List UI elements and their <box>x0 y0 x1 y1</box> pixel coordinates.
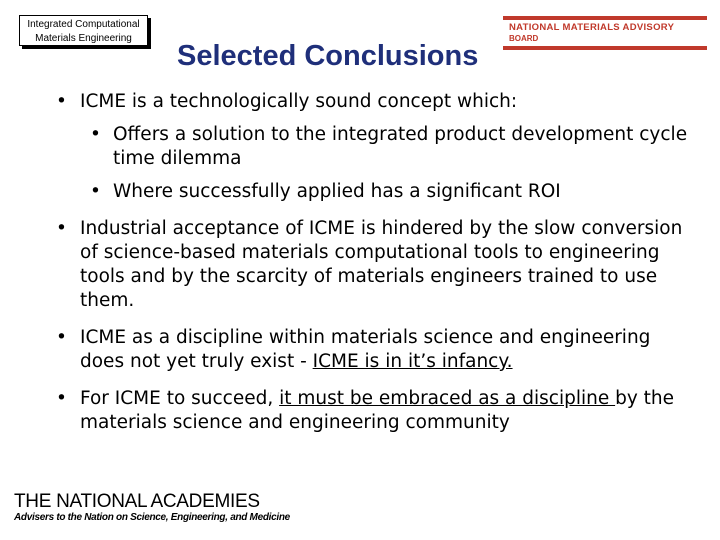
academies-name: THE NATIONAL ACADEMIES <box>14 491 260 512</box>
bullet-1-sub-2-text: Where successfully applied has a significant ROI <box>113 181 561 202</box>
badge-line-2: Materials Engineering <box>35 33 132 44</box>
nmab-logo <box>503 16 707 50</box>
nmab-logo-line-2: BOARD <box>509 34 539 43</box>
bullet-1-text: ICME is a technologically sound concept which: <box>80 91 518 112</box>
bullet-2-text: Industrial acceptance of ICME is hindered by the slow conversion of science-based materials computational tools to engineering tools and by the scarcity of materials engineers trained to use them. <box>80 218 683 311</box>
badge-line-1: Integrated Computational <box>27 19 140 30</box>
bullet-2 <box>56 217 696 313</box>
bullet-3 <box>56 326 696 374</box>
bullet-4 <box>56 387 696 435</box>
bullet-1-sub-1 <box>80 123 696 171</box>
bullet-4-underlined: it must be embraced as a discipline <box>279 388 616 409</box>
bullet-3-underlined: ICME is in it’s infancy. <box>312 351 513 372</box>
bullet-list <box>56 90 696 435</box>
bullet-4-post: by the materials science and engineering community <box>80 388 675 433</box>
bullet-4-pre: For ICME to succeed, <box>80 388 280 409</box>
bullet-1 <box>56 90 696 114</box>
bullet-3-text: ICME as a discipline within materials science and engineering does not yet truly exist - <box>80 327 651 372</box>
bullet-1-sub-1-text: Offers a solution to the integrated product development cycle time dilemma <box>113 124 688 169</box>
slide-title: Selected Conclusions <box>177 40 479 72</box>
bullet-1-sub-2 <box>80 180 696 204</box>
nmab-logo-line-1: NATIONAL MATERIALS ADVISORY <box>509 22 675 33</box>
national-academies-logo <box>14 492 290 524</box>
icme-badge <box>19 15 148 46</box>
academies-tagline: Advisers to the Nation on Science, Engineering, and Medicine <box>14 512 290 523</box>
